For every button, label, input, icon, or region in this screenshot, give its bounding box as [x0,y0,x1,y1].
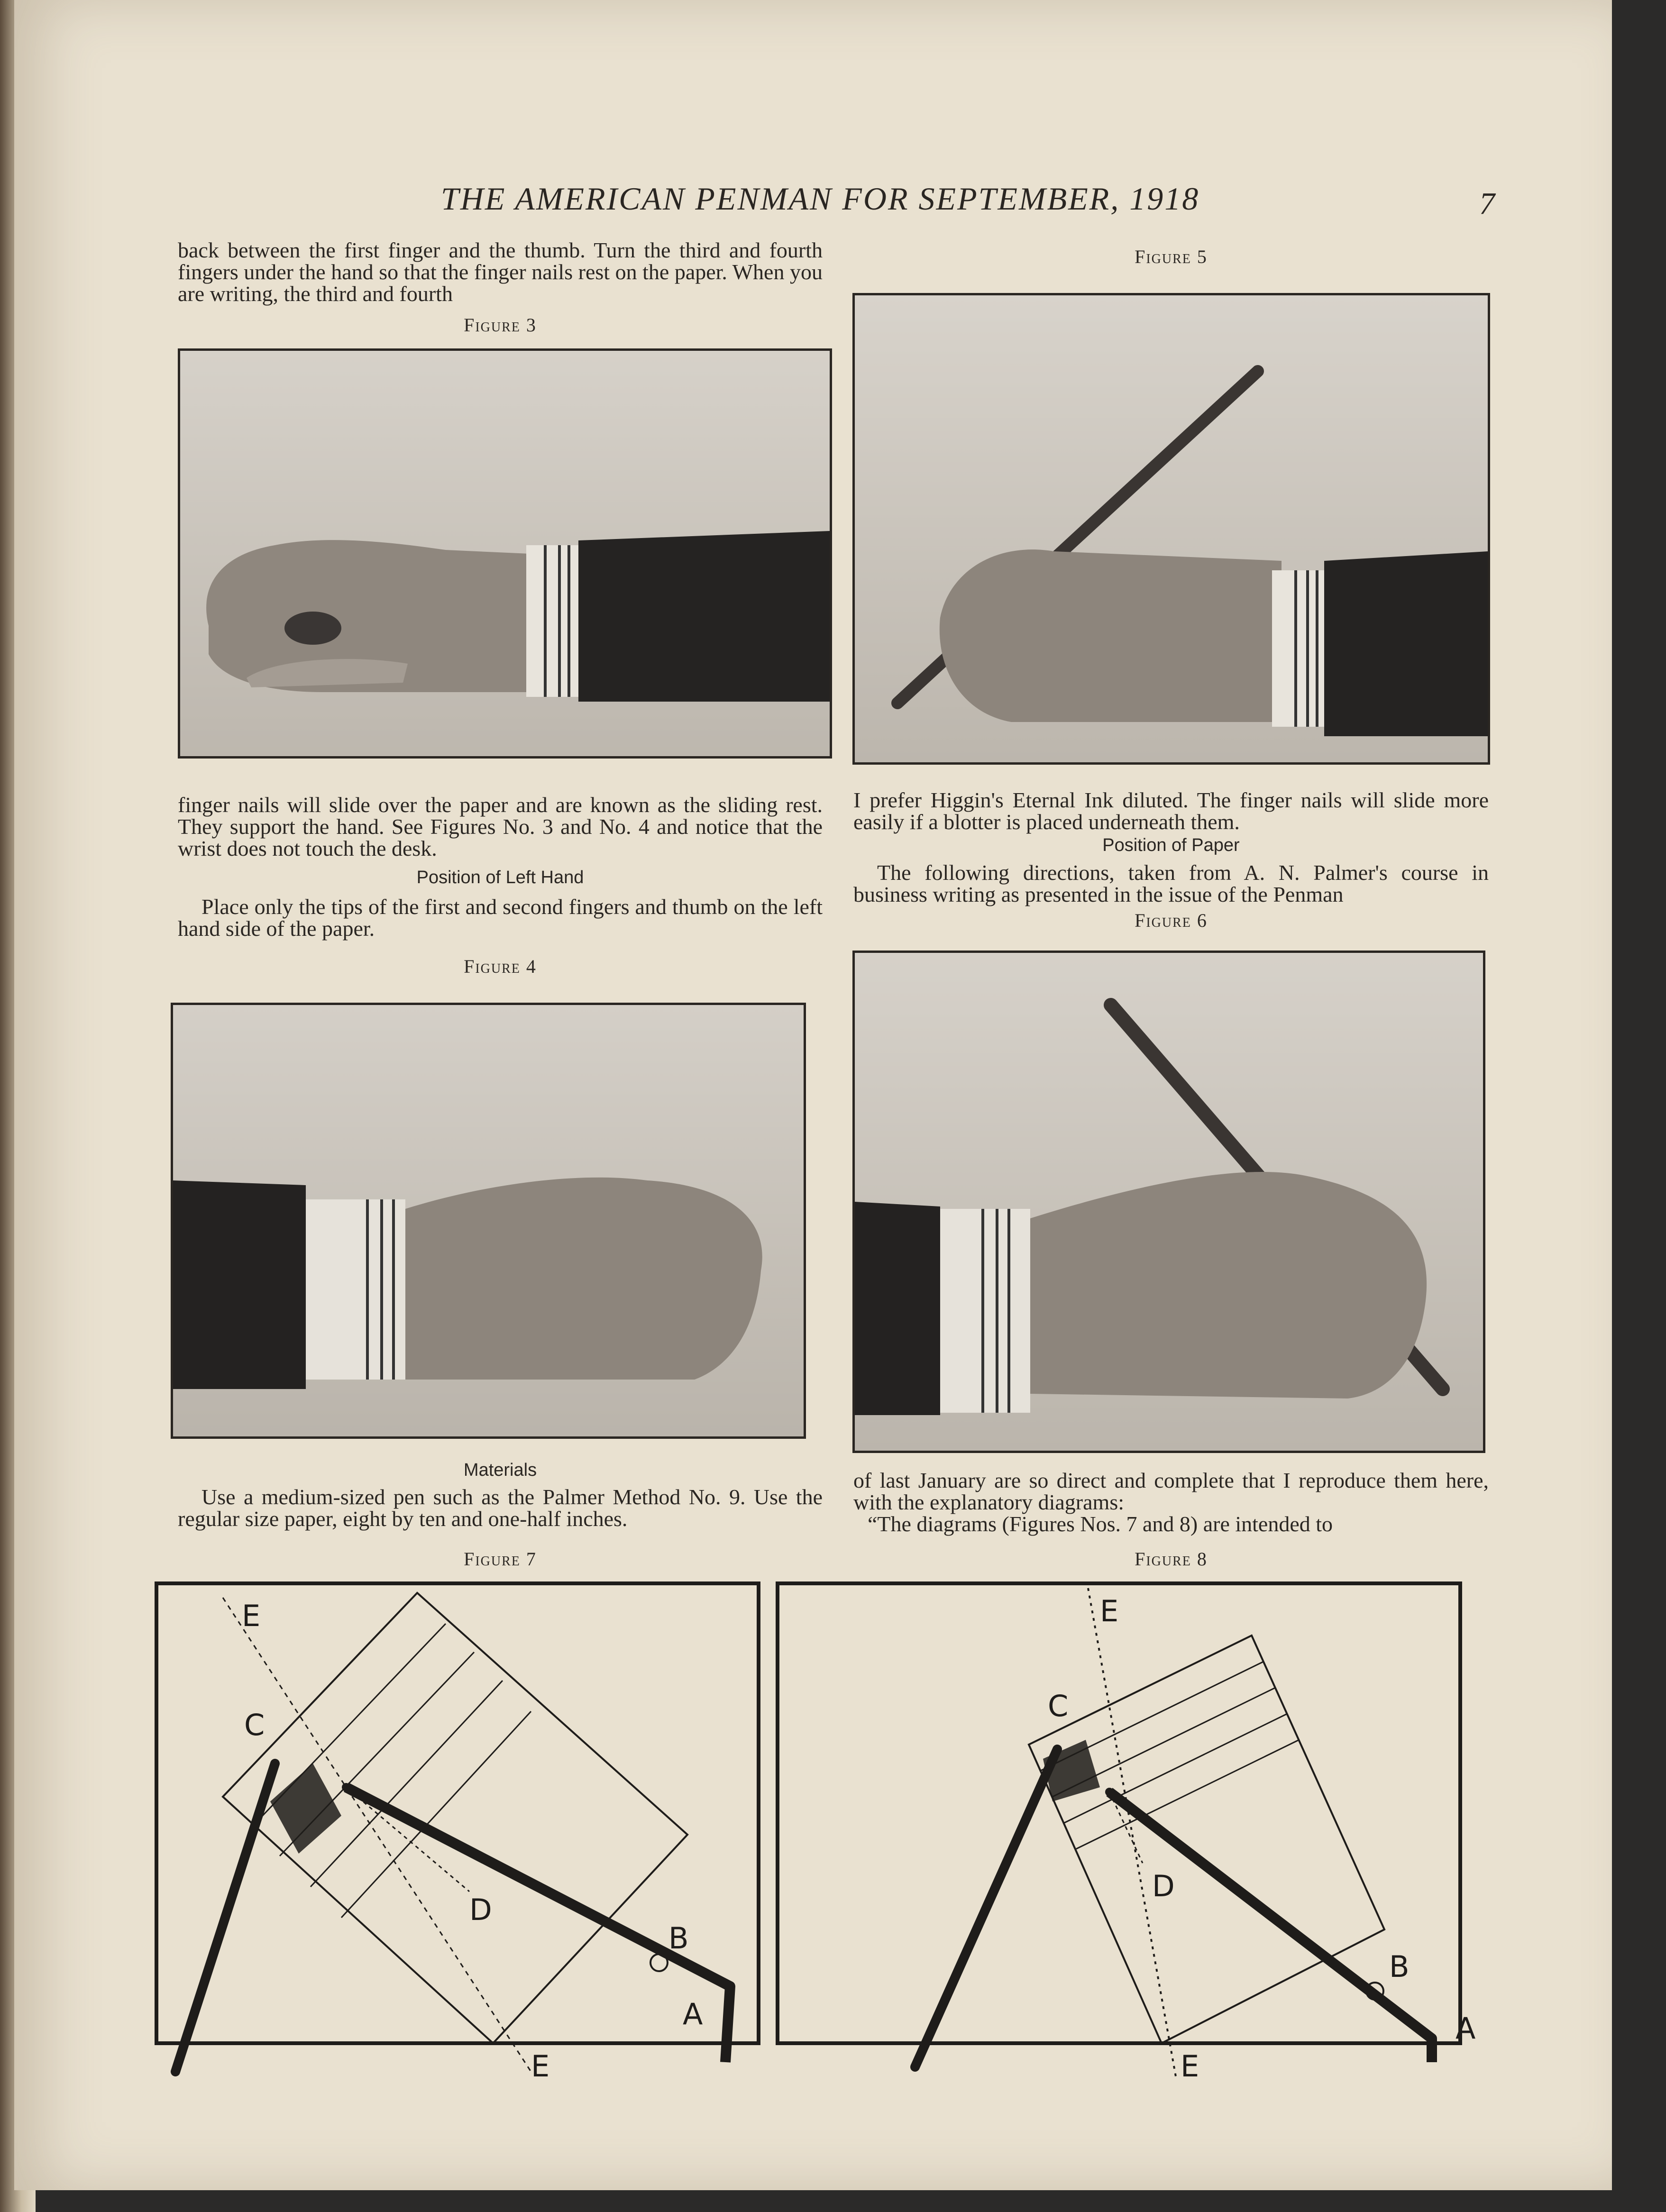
magazine-page [14,0,1612,2190]
left-hand-paragraph: Place only the tips of the first and second fingers and thumb on the left hand side of the paper. [178,895,823,941]
figure-6-caption: Figure 6 [1135,910,1208,931]
hand-writing-photo-image [855,953,1483,1451]
figure-7-diagram [142,1569,773,2081]
figure-7-caption: Figure 7 [464,1548,537,1570]
label-e-top: E [1100,1594,1119,1628]
label-c: C [244,1708,265,1742]
label-b: B [668,1921,689,1956]
hand-with-pen-photo-image [855,295,1488,762]
figure-3-photo [178,348,832,759]
january-paragraph: of last January are so direct and complete that I reproduce them here, with the explanatory diagrams: [853,1468,1489,1514]
label-c: C [1048,1689,1069,1723]
label-e-top: E [242,1599,261,1633]
materials-heading: Materials [463,1460,537,1480]
figure-7-diagram-drawing [142,1569,773,2081]
page-number: 7 [1479,186,1495,221]
figure-6-photo [852,951,1485,1453]
figure-4-caption: Figure 4 [464,956,537,977]
intro-paragraph: back between the first finger and the thumb. Turn the third and fourth fingers under the hand so that the finger nails rest on the paper. When you are writing, the third and fourth [178,238,823,306]
label-e-bottom: E [1181,2049,1199,2081]
running-header: THE AMERICAN PENMAN FOR SEPTEMBER, 1918 [441,181,1200,217]
label-a: A [1455,2011,1476,2046]
paper-position-heading: Position of Paper [1102,835,1240,855]
figure-8-diagram-drawing [759,1569,1484,2081]
label-d: D [469,1892,492,1927]
figure-3-caption: Figure 3 [464,314,537,336]
left-hand-heading: Position of Left Hand [416,868,584,887]
label-d: D [1152,1869,1175,1903]
figure-4-photo [171,1003,806,1439]
hand-side-photo-image [173,1005,804,1436]
ink-paragraph: I prefer Higgin's Eternal Ink diluted. The finger nails will slide more easily if a blotter is placed underneath them. [853,788,1489,834]
figure-5-caption: Figure 5 [1135,246,1208,267]
figure-8-diagram [759,1569,1484,2081]
figure-8-caption: Figure 8 [1135,1548,1208,1570]
label-e-bottom: E [531,2049,550,2081]
hand-flat-photo-image [180,351,830,756]
diagrams-paragraph: “The diagrams (Figures Nos. 7 and 8) are intended to [868,1512,1333,1536]
label-a: A [683,1997,703,2031]
label-b: B [1389,1949,1410,1984]
sliding-rest-paragraph: finger nails will slide over the paper and are known as the sliding rest. They support the hand. See Figures No. 3 and No. 4 and notice that the wrist does not touch the desk. [178,793,823,860]
materials-paragraph: Use a medium-sized pen such as the Palmer Method No. 9. Use the regular size paper, eight by ten and one-half inches. [178,1485,823,1531]
figure-5-photo [852,293,1490,765]
paper-position-paragraph: The following directions, taken from A. N. Palmer's course in business writing as presented in the issue of the Penman [853,860,1489,906]
